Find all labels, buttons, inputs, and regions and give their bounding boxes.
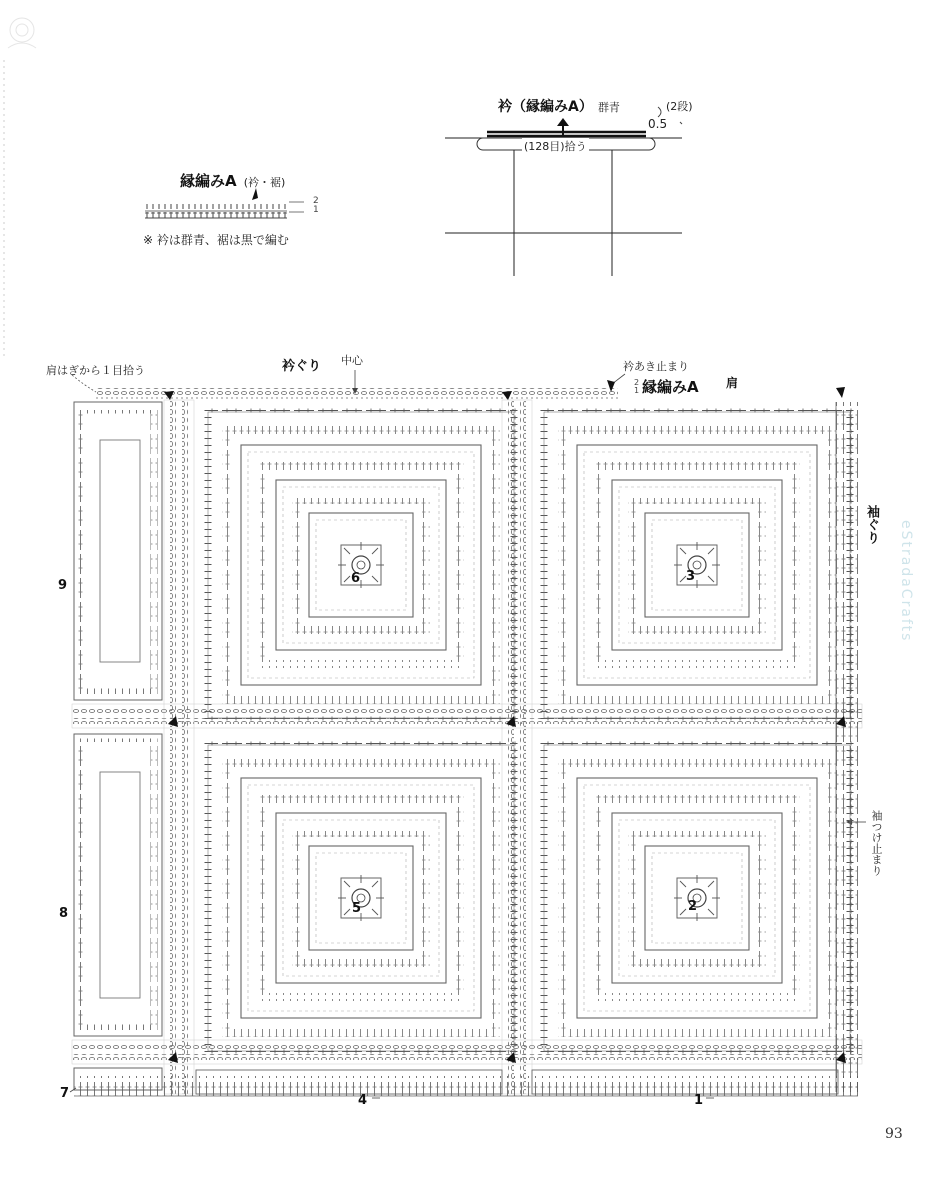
join-number: 9 — [58, 578, 68, 593]
collar-pickup: (128目)拾う — [524, 140, 587, 153]
sleeve-attach-end-label: 袖つけ止まり — [870, 810, 883, 876]
edging-legend — [180, 170, 285, 191]
edge-row-2: 2 — [634, 378, 640, 387]
edging-a-label: 縁編みA — [642, 378, 699, 396]
page-number: 93 — [885, 1126, 903, 1142]
center-label: 中心 — [341, 354, 363, 367]
collar-rows: (2段) — [666, 100, 693, 113]
armhole-label: 袖ぐり — [864, 505, 879, 544]
legend-row-2: 2 — [313, 196, 319, 206]
shoulder-pickup-label: 肩はぎから１目拾う — [46, 364, 145, 377]
join-number: 1 — [694, 1093, 704, 1108]
motif-number: 6 — [351, 571, 361, 586]
neckline-label: 衿ぐり — [282, 359, 322, 374]
join-number: 7 — [60, 1086, 70, 1101]
shoulder-label: 肩 — [726, 376, 739, 390]
join-number: 4 — [358, 1093, 368, 1108]
motif-number: 2 — [688, 899, 698, 914]
motif-number: 5 — [352, 901, 362, 916]
legend-title: 縁編みA — [180, 172, 237, 190]
collar-heading — [498, 96, 620, 116]
collar-height: 0.5 — [648, 117, 668, 131]
watermark: eStradaCrafts — [898, 520, 914, 643]
legend-title-note: (衿・裾) — [243, 176, 286, 189]
motif-number: 3 — [686, 569, 696, 584]
edge-row-1: 1 — [634, 386, 640, 395]
collar-title: 衿（縁編みA） — [498, 99, 593, 115]
collar-color: 群青 — [597, 101, 620, 114]
neck-opening-end-label: 衿あき止まり — [623, 360, 689, 373]
legend-row-1: 1 — [313, 205, 319, 215]
legend-note: ※ 衿は群青、裾は黒で編む — [143, 233, 289, 247]
join-number: 8 — [59, 906, 69, 921]
